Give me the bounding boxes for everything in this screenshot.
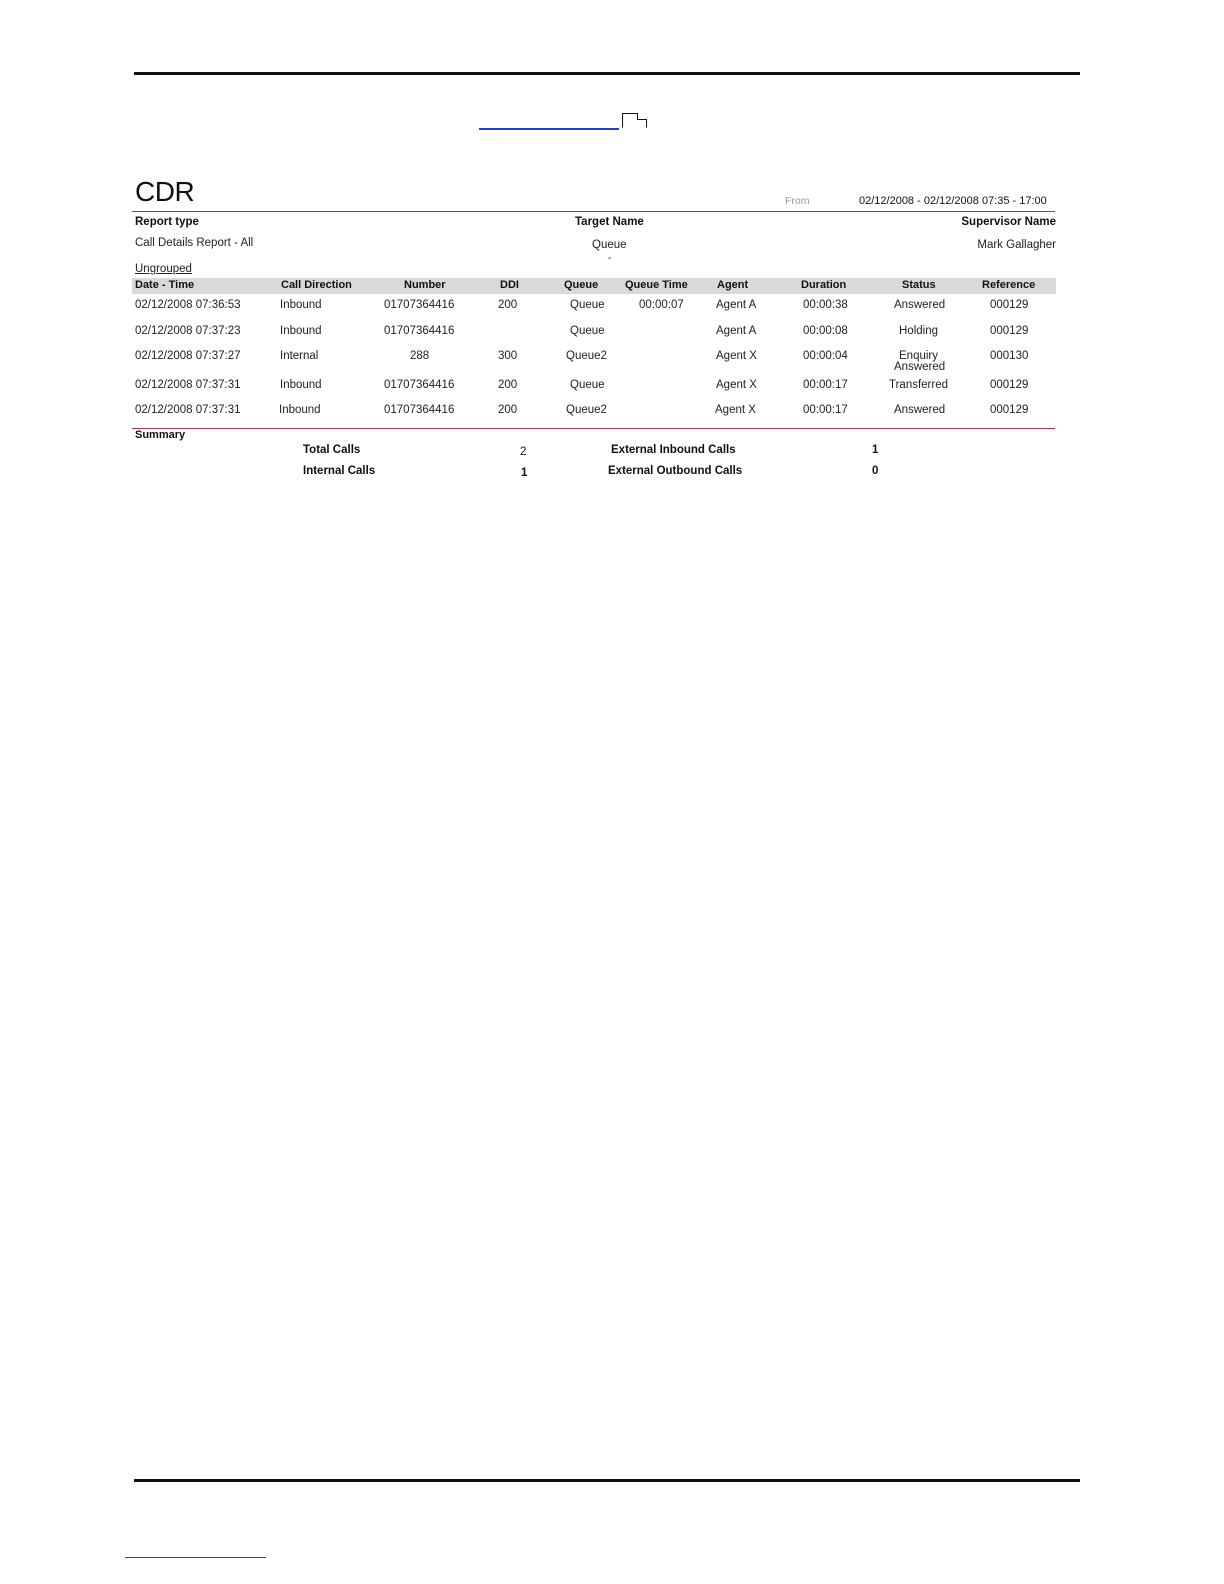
cell-agent: Agent A — [716, 299, 757, 311]
cell-duration: 00:00:17 — [803, 404, 848, 416]
column-header: Call Direction — [281, 279, 352, 291]
table-header — [132, 278, 1056, 294]
cell-status: Enquiry — [899, 350, 938, 362]
cell-ddi: 200 — [498, 299, 518, 311]
table-row — [132, 325, 1056, 349]
column-header: Duration — [801, 279, 847, 291]
cell-status-secondary: Answered — [894, 361, 946, 373]
report-type-value: Call Details Report - All — [135, 237, 254, 249]
cell-queue: Queue2 — [566, 404, 607, 416]
cell-ddi: 200 — [498, 379, 518, 391]
cell-status: Answered — [894, 404, 946, 416]
cell-reference: 000130 — [990, 350, 1029, 362]
supervisor-name-label: Supervisor Name — [961, 216, 1056, 228]
table-row — [132, 404, 1056, 428]
external-outbound-value: 0 — [872, 465, 879, 477]
page-bottom-rule — [134, 1479, 1080, 1482]
external-inbound-label: External Inbound Calls — [611, 444, 736, 456]
page-reference-icon — [622, 113, 647, 128]
cell-datetime: 02/12/2008 07:37:31 — [135, 379, 241, 391]
total-calls-value: 2 — [520, 446, 527, 458]
table-row — [132, 299, 1056, 323]
column-header: Agent — [717, 279, 749, 291]
cell-duration: 00:00:08 — [803, 325, 848, 337]
cell-status: Answered — [894, 299, 946, 311]
cell-reference: 000129 — [990, 379, 1029, 391]
cell-queue: Queue2 — [566, 350, 607, 362]
report-type-label: Report type — [135, 216, 199, 228]
cell-number: 01707364416 — [384, 379, 455, 391]
cell-direction: Inbound — [280, 379, 322, 391]
cell-agent: Agent X — [716, 379, 757, 391]
cell-reference: 000129 — [990, 325, 1029, 337]
cell-number: 01707364416 — [384, 299, 455, 311]
cell-ddi: 300 — [498, 350, 518, 362]
footer-link-underline[interactable] — [125, 1557, 266, 1558]
cell-direction: Inbound — [279, 404, 321, 416]
target-name-value: Queue — [592, 239, 627, 251]
cell-datetime: 02/12/2008 07:37:27 — [135, 350, 241, 362]
external-inbound-value: 1 — [872, 444, 879, 456]
cell-datetime: 02/12/2008 07:37:23 — [135, 325, 241, 337]
total-calls-label: Total Calls — [303, 444, 361, 456]
header-divider — [132, 211, 1055, 212]
report-title: CDR — [135, 176, 195, 207]
cell-queue: Queue — [570, 299, 605, 311]
summary-divider — [132, 428, 1055, 429]
page-top-rule — [134, 72, 1080, 75]
column-header: Queue Time — [625, 279, 688, 291]
internal-calls-label: Internal Calls — [303, 465, 376, 477]
cell-datetime: 02/12/2008 07:36:53 — [135, 299, 241, 311]
column-header: DDI — [500, 279, 519, 291]
cell-datetime: 02/12/2008 07:37:31 — [135, 404, 241, 416]
cell-direction: Inbound — [280, 299, 322, 311]
cell-reference: 000129 — [990, 299, 1029, 311]
grouping-link[interactable]: Ungrouped — [135, 263, 192, 275]
internal-calls-value: 1 — [521, 467, 528, 479]
cell-direction: Internal — [280, 350, 319, 362]
cell-duration: 00:00:17 — [803, 379, 848, 391]
cell-status: Holding — [899, 325, 938, 337]
cell-agent: Agent X — [716, 350, 757, 362]
cell-duration: 00:00:04 — [803, 350, 848, 362]
supervisor-name-value: Mark Gallagher — [977, 239, 1056, 251]
from-value: 02/12/2008 - 02/12/2008 07:35 - 17:00 — [859, 195, 1047, 207]
cell-status: Transferred — [889, 379, 949, 391]
cell-queue: Queue — [570, 325, 605, 337]
cell-number: 01707364416 — [384, 404, 455, 416]
header-link-underline[interactable] — [479, 128, 619, 130]
cell-agent: Agent X — [715, 404, 756, 416]
table-row — [132, 350, 1056, 374]
external-outbound-label: External Outbound Calls — [608, 465, 743, 477]
column-header: Status — [902, 279, 936, 291]
column-header: Number — [404, 279, 446, 291]
target-name-label: Target Name — [575, 216, 644, 228]
column-header: Queue — [564, 279, 599, 291]
cell-number: 288 — [410, 350, 430, 362]
cell-queue-time: 00:00:07 — [639, 299, 684, 311]
cell-number: 01707364416 — [384, 325, 455, 337]
summary-label: Summary — [135, 429, 186, 441]
cell-duration: 00:00:38 — [803, 299, 848, 311]
cell-reference: 000129 — [990, 404, 1029, 416]
column-header: Reference — [982, 279, 1036, 291]
target-name-dot: - — [608, 253, 612, 264]
column-header: Date - Time — [135, 279, 195, 291]
cell-agent: Agent A — [716, 325, 757, 337]
cell-direction: Inbound — [280, 325, 322, 337]
table-row — [132, 379, 1056, 403]
cell-queue: Queue — [570, 379, 605, 391]
cell-ddi: 200 — [498, 404, 518, 416]
from-label: From — [785, 195, 810, 207]
